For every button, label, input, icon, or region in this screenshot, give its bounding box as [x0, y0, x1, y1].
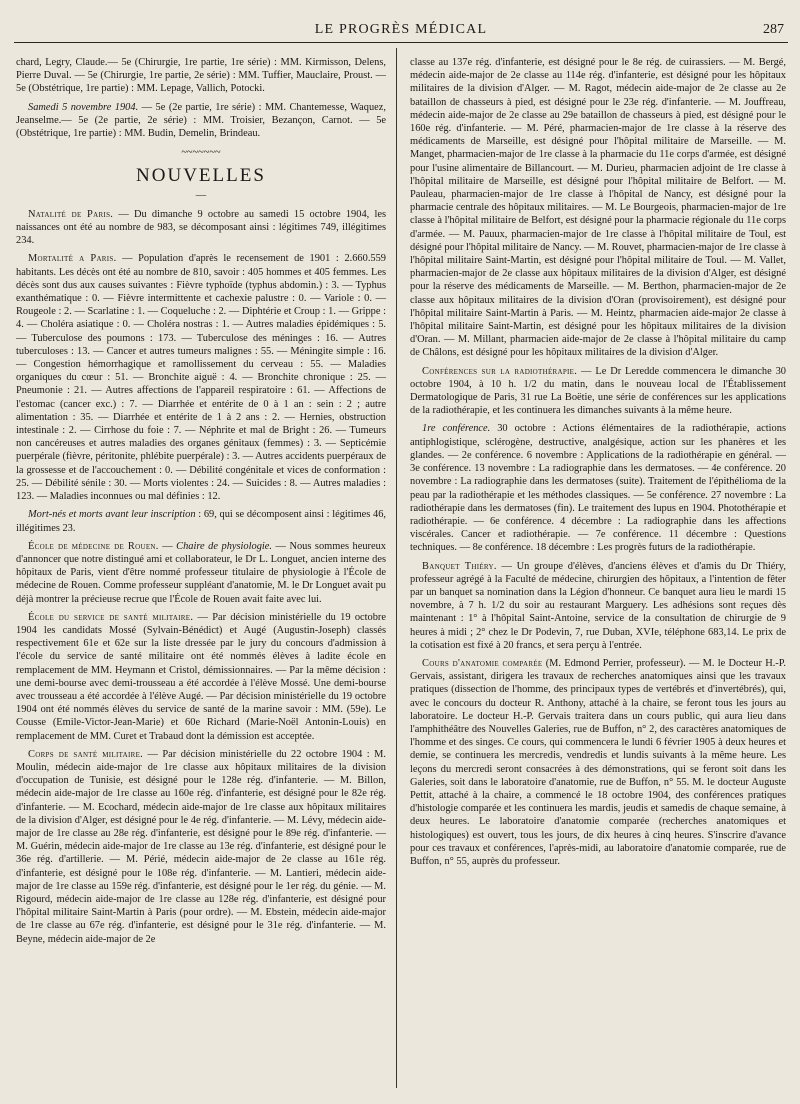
right-column: [410, 56, 786, 873]
ecole-rouen-paragraph: École de médecine de Rouen. — Chaire de physiologie. — Nous sommes heureux d'annoncer que notre distingué ami et collaborateur, le Dr L. Longuet, ancien interne des hôpitaux de Paris, vient d'être nommé professeur titulaire de physiologie à l'École de médecine de Rouen. Comme professeur suppléant d'anatomie, M. le Dr Longuet avait pu déjà montrer la précieuse recrue que l'École de Rouen avait faite avec lui.: [16, 540, 386, 605]
natalite-paragraph: [16, 208, 386, 248]
section-title: NOUVELLES: [136, 165, 266, 187]
corps-sante-paragraph: [16, 748, 386, 946]
mort-nes-heading: Mort-nés et morts avant leur inscription: [28, 509, 196, 521]
mort-nes-text: : 69, qui se décomposent ainsi : légitimes 46, illégitimes 23.: [16, 509, 386, 534]
mortalite-heading: Mortalité a Paris.: [28, 253, 117, 265]
ecole-rouen-chair: Chaire de physiologie.: [176, 540, 272, 552]
radiotherapie-heading: Conférences sur la radiothérapie.: [422, 365, 578, 377]
banquet-paragraph: [410, 560, 786, 652]
corps-sante-heading: Corps de santé militaire.: [28, 748, 144, 760]
exam-juries-saturday-text: — 5e (2e partie, 1re série) : MM. Chantemesse, Waquez, Jeanselme.— 5e (2e partie, 2e série) : MM. Troisier, Bezançon, Carnot. — 5e (Obstétrique, 1re partie) : MM. Budin, Demelin, Brindeau.: [16, 101, 387, 140]
ecole-rouen-heading: École de médecine de Rouen.: [28, 540, 159, 552]
exam-juries-continued: chard, Legry, Claude.— 5e (Chirurgie, 1re partie, 1re série) : MM. Kirmisson, Delens, Pierre Duval. — 5e (Chirurgie, 1re partie, 2e série) : MM. Tuffier, Mauclaire, Proust. — 5e (Obstétrique, 1re partie) : MM. Lepage, Vallich, Potocki.: [16, 57, 386, 95]
left-column: [16, 56, 386, 951]
page-header: [14, 20, 788, 43]
ecole-sante-militaire-heading: École du service de santé militaire.: [28, 611, 194, 623]
anatomie-heading: Cours d'anatomie comparée: [422, 657, 543, 669]
mortalite-paragraph: [16, 252, 386, 503]
anatomie-text: (M. Edmond Perrier, professeur). — M. le Docteur H.-P. Gervais, assistant, dirigera les travaux de recherches anatomiques ainsi que les travaux pratiques (dissection de l'homme, des principaux types de vertébrés et d'invertébrés), qui, avec le concours du docteur R. Anthony, attaché à la chaire, se feront tous les jours au laboratoire. Le docteur H.-P. Gervais traitera dans un cours public, qui aura lieu dans l'amphithéâtre des Nouvelles Galeries, rue de Buffon, n° 2, des caractères anatomiques de l'homme et des singes. Ce cours, qui commencera le lundi 6 février 1905 à deux heures et demie, se continuera les mercredis, vendredis et lundis suivants à la même heure. Les leçons du mercredi seront consacrées à des démonstrations, qui se feront soit dans les Galeries, soit dans le laboratoire d'anatomie, rue de Buffon, n° 55. M. le docteur Auguste Pettit, attaché à la chaire, a commencé le 18 octobre 1904, des conférences pratiques d'histologie comparée et les continuera les mardis, jeudis et samedis de chaque semaine, à deux heures. Le laboratoire d'anatomie comparée (recherches anatomiques et histologiques) est ouvert, tous les jours, de dix heures à cinq heures. S'inscrire d'avance pour ces travaux et conférences, l'après-midi, au laboratoire d'anatomie comparée, rue de Buffon, n° 55, auprès du professeur.: [410, 657, 786, 867]
conferences-text: 30 octobre : Actions élémentaires de la radiothérapie, actions antiphlogistique, sclérogène, destructive, analgésique, action sur les phanères et les glandes. — 2e conférence. 6 novembre : Applications de la radiothérapie en général. — 3e conférence. 13 novembre : La radiographie dans les dermatoses. — 4e conférence. 20 novembre : La radiographie dans les dermatoses (suite). Traitement de l'épithélioma de la peau par la radiothérapie et les méthodes classiques. — 5e conférence. 27 novembre : La radiothérapie dans les dermatoses (fin). Le traitement des lupus en 1904. Photothérapie et radiothérapie. — 6e conférence. 4 décembre : La radiographie dans les affections viscérales. Cancer et radiothérapie. — 7e conférence. 11 décembre : Questions techniques. — 8e conférence. 18 décembre : Les progrès futurs de la radiothérapie.: [410, 423, 786, 554]
anatomie-paragraph: [410, 657, 786, 868]
ornament-swash: ~~~~~~~: [181, 147, 221, 159]
exam-date: Samedi 5 novembre 1904.: [28, 101, 139, 113]
corps-sante-text: — Par décision ministérielle du 22 octobre 1904 : M. Moulin, médecin aide-major de 1re classe aux hôpitaux militaires de la division d'occupation de Tunisie, est désigné pour le 128e rég. d'infanterie. — M. Billon, médecin aide-major de 1re classe au 160e rég. d'infanterie, est désigné pour le 82e rég. d'infanterie. — M. Ecochard, médecin aide-major de 1re classe aux hôpitaux militaires de la division d'Alger, est désigné pour le 4e rég. d'infanterie. — M. Lévy, médecin aide-major de 1re classe au 28e rég. d'infanterie, est désigné pour le 89e rég. d'infanterie. — M. Guérin, médecin aide-major de 1re classe au 13e rég. d'infanterie, est désigné pour le 36e rég. d'artillerie. — M. Périé, médecin aide-major de 2e classe au 161e rég. d'infanterie, est désigné pour le 108e rég. d'infanterie. — M. Lantieri, médecin aide-major de 1re classe au 159e rég. d'infanterie, est désigné pour le 1er rég. du génie. — M. Rigourd, médecin aide-major de 1re classe au 128e rég. d'infanterie, est désigné pour l'hôpital militaire Saint-Martin à Paris (pour ordre). — M. Ebstein, médecin aide-major de 1re classe au 67e rég. d'infanterie, est désigné pour le 31e rég. d'infanterie. — M. Beyne, médecin aide-major de 2e: [16, 748, 386, 945]
exam-juries-saturday: [16, 101, 386, 141]
ecole-rouen-text: — Nous sommes heureux d'annoncer que notre distingué ami et collaborateur, le Dr L. Longuet, ancien interne des hôpitaux de Paris, vient d'être nommé professeur titulaire de physiologie à l'École de médecine de Rouen. Comme professeur suppléant d'anatomie, M. le Dr Longuet avait pu déjà montrer la précieuse recrue que l'École de Rouen avait faite avec lui.: [16, 540, 386, 605]
first-conference-label: 1re conférence.: [422, 423, 491, 435]
mort-nes-paragraph: [16, 508, 386, 534]
ecole-sante-militaire-text: — Par décision ministérielle du 19 octobre 1904 les candidats Mossé (Sylvain-Bénédict) et Augé (Augustin-Joseph) classés respectivement 61e et 62e sur la liste dressée par le jury du concours d'admission à l'école du service de santé militaire ont été nommés élèves à ladite école en remplacement de MM. Heymann et Cristol, démissionnaires. — Par la même décision : une demi-bourse avec demi-trousseau a été accordée à l'élève Mossé. Une demi-bourse avec trousseau a été accordée à l'élève Augé. — Par décision ministérielle du 19 octobre 1904 ont été nommés élèves du service de santé de la marine savoir : MM. (59e). Le Cousse (Emile-Victor-Jean-Marie) et 60e Richard (Marie-Noël Antonin-Louis) en remplacement de MM. Curet et Trabaud dont la démission est acceptée.: [16, 611, 386, 742]
radiotherapie-text: — Le Dr Leredde commencera le dimanche 30 octobre 1904, à 10 h. 1/2 du matin, dans le nouveau local de l'Établissement Dermatologique de Paris, 31 rue La Boëtie, une série de conférences sur les applications de la radiothérapie, et les continuera les dimanches suivants à la même heure.: [410, 365, 786, 417]
title-dash: —: [195, 189, 207, 201]
natalite-heading: Natalité de Paris.: [28, 208, 114, 220]
banquet-text: — Un groupe d'élèves, d'anciens élèves et d'amis du Dr Thiéry, professeur agrégé à la Faculté de médecine, chirurgien des hôpitaux, a l'intention de fêter par un banquet sa nomination dans la Légion d'honneur. Ce banquet aura lieu le mardi 15 novembre, à 7 h. 1/2 du soir au restaurant Marguery. Les adhésions sont reçues dès maintenant : 1° à l'hôpital Saint-Antoine, service de la consultation de chirurgie de 9 heures à midi ; 2° chez le Dr Podevin, 7, rue Duban, XVIe, téléphone 683,14. Le prix de la cotisation est fixé à 20 francs, et sera perçu à l'entrée.: [410, 560, 786, 651]
column-divider: [396, 48, 397, 1088]
ecole-sante-militaire-paragraph: [16, 611, 386, 743]
page-number: 287: [763, 22, 784, 37]
conferences-list: [410, 422, 786, 554]
corps-sante-continued: classe au 137e rég. d'infanterie, est désigné pour le 8e rég. de cuirassiers. — M. Bergé, médecin aide-major de 2e classe au 114e rég. d'infanterie, est désigné pour les hôpitaux militaires de la division d'Alger. — M. Ragot, médecin aide-major de 2e classe au 2e bataillon de chasseurs à pied, est désigné pour le 23e rég. d'infanterie. — M. Jouffreau, médecin aide-major de 2e classe au 29e bataillon de chasseurs à pied, est désigné pour le 160e rég. d'infanterie. — M. Péré, pharmacien-major de 1re classe à la réserve des médicaments de Marseille, est désigné pour l'hôpital militaire de Marseille. — M. Manget, pharmacien-major de 1re classe à la pharmacie du 11e corps d'armée, est désigné pour l'usine alimentaire de Billancourt. — M. Durieu, pharmacien adjoint de 1re classe à l'hôpital militaire de Marseille, est désigné pour l'hôpital militaire de Belfort. — M. Pauleau, pharmacien-major de 1re classe à l'hôpital de Nancy, est désigné pour la pharmacie centrale des hôpitaux militaires. — M. Le Bourgeois, pharmacien-major de 1re classe à l'hôpital militaire de Belfort, est désigné pour la pharmacie régionale du 11e corps d'armée. — M. Pauux, pharmacien-major de 1re classe à l'hôpital militaire de Toul, est désigné pour l'hôpital militaire de Nancy. — M. Rouvet, pharmacien-major de 1re classe à l'hôpital militaire Saint-Martin, est désigné pour l'hôpital militaire de Toul. — M. Vallet, pharmacien-major de 2e classe aux hôpitaux militaires de la division d'Alger, est désigné pour la réserve des médicaments de Marseille. — M. Berthon, pharmacien-major de 2e classe aux hôpitaux militaires de la division d'Oran (provisoirement), est désigné pour l'hôpital militaire Saint-Martin à Paris. — M. Heintz, pharmacien aide-major 2e classe à l'hôpital militaire Saint-Martin, est désigné pour les hôpitaux militaires de la division d'Oran. — M. Millant, pharmacien aide-major de 2e classe à l'hôpital militaire du camp de Châlons, est désigné pour les hôpitaux militaires de la division d'Alger.: [410, 57, 786, 359]
banquet-heading: Banquet Thiéry.: [422, 560, 497, 572]
radiotherapie-paragraph: [410, 365, 786, 418]
natalite-text: — Du dimanche 9 octobre au samedi 15 octobre 1904, les naissances ont été au nombre de 983, se décomposant ainsi : légitimes 749, illégitimes 234.: [16, 208, 386, 247]
running-head: LE PROGRÈS MÉDICAL: [314, 22, 488, 37]
mortalite-text: — Population d'après le recensement de 1901 : 2.660.559 habitants. Les décès ont été au nombre de 810, savoir : 405 hommes et 405 femmes. Les décès sont dus aux causes suivantes : Fièvre typhoïde (typhus abdomin.) : 3. — Typhus exanthématique : 0. — Fièvre intermittente et cachexie palustre : 0. — Variole : 0. — Rougeole : 2. — Scarlatine : 1. — Coqueluche : 2. — Diphtérie et Croup : 1. — Grippe : 4. — Choléra asiatique : 0. — Choléra nostras : 1. — Autres maladies épidémiques : 5. — Tuberculose des poumons : 173. — Tuberculose des méninges : 16. — Autres tuberculoses : 13. — Cancer et autres tumeurs malignes : 55. — Méningite simple : 16. — Congestion hémorrhagique et ramollissement du cerveau : 55. — Maladies organiques du cœur : 51. — Bronchite aiguë : 4. — Bronchite chronique : 25. — Pneumonie : 21. — Autres affections de l'appareil respiratoire : 61. — Affections de l'estomac (cancer exc.) : 7. — Diarrhée et entérite de 0 à 1 an : sein : 2 ; autre alimentation : 35. — Diarrhée et entérite de 1 à 2 ans : 2. — Hernies, obstruction intestinale : 2. — Cirrhose du foie : 7. — Néphrite et mal de Bright : 26. — Tumeurs non cancéreuses et autres maladies des organes génitaux (femmes) : 3. — Septicémie puerpérale (fièvre, péritonite, phlébite puerpérale) : 3. — Autres accidents puerpéraux de la grossesse et de l'accouchement : 0. — Débilité congénitale et vices de conformation : 25. — Débilité sénile : 30. — Morts violentes : 24. — Suicides : 8. — Autres maladies : 123. — Maladies inconnues ou mal définies : 12.: [16, 253, 387, 503]
